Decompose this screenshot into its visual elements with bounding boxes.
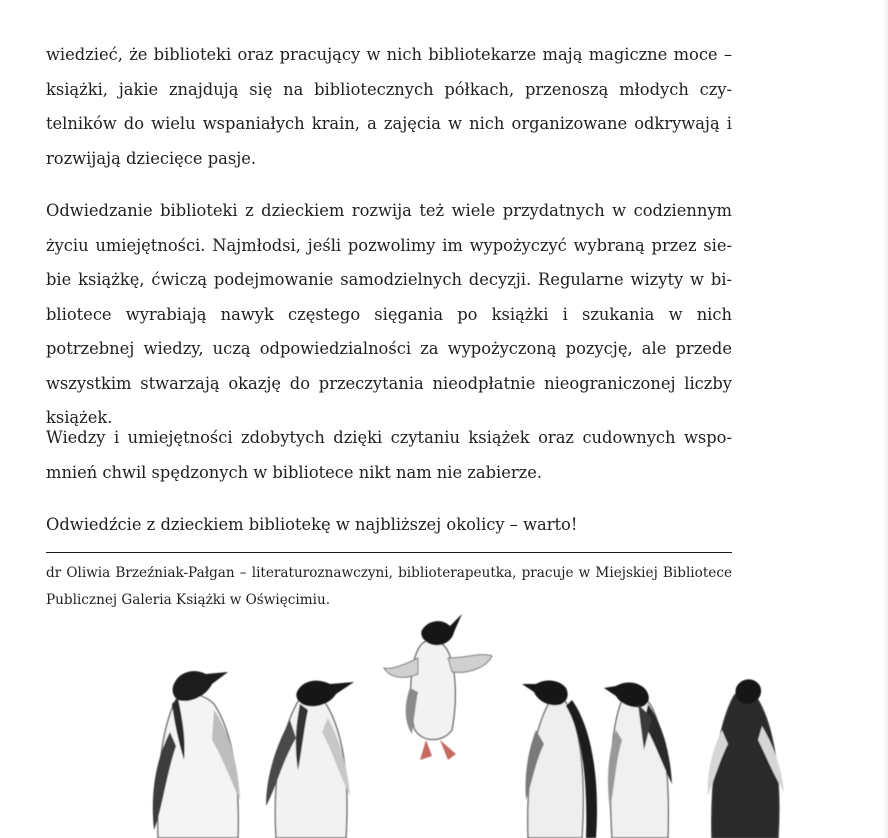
penguin-1 [153,671,240,838]
paragraph-4 [46,508,732,543]
penguin-3 [384,614,492,760]
paragraph-2-text: Odwiedzanie biblioteki z dzieckiem rozwija też wiele przydatnych w codziennym życiu umiejętności. Najmłodsi, jeśli pozwolimy im wypożyczyć wybraną przez siebie książkę, ćwiczą podejmowanie samodzielnych decyzji. Regularne wizyty w bibliotece wyrabiają nawyk częstego sięgania po książki i szukania w nich potrzebnej wiedzy, uczą odpowiedzialności za wypożyczoną pozycję, ale przede wszystkim stwarzają okazję do przeczytania nieodpłatnie nieograniczonej liczby książek. [46,201,732,427]
penguin-6 [708,679,784,838]
page-edge [882,0,888,838]
paragraph-1 [46,38,732,176]
penguin-4 [522,681,597,838]
paragraph-4-text: Odwiedźcie z dzieckiem bibliotekę w najbliższej okolicy – warto! [46,515,578,534]
paragraph-3 [46,421,732,490]
paragraph-1-text: wiedzieć, że biblioteki oraz pracujący w nich bibliotekarze mają magiczne moce – książki, jakie znajdują się na bibliotecznych półkach, przenoszą młodych czytelników do wielu wspaniałych krain, a zajęcia w nich organizowane odkrywają i rozwijają dziecięce pasje. [46,45,732,168]
penguin-2 [266,681,354,838]
paragraph-3-text: Wiedzy i umiejętności zdobytych dzięki czytaniu książek oraz cudownych wspomnień chwil spędzonych w bibliotece nikt nam nie zabierze. [46,428,732,482]
paragraph-2 [46,194,732,436]
penguins-illustration [0,600,888,838]
author-footnote: dr Oliwia Brzeźniak-Pałgan – literaturoznawczyni, biblioterapeutka, pracuje w Miejskiej Bibliotece Publicznej Galeria Książki w Oświęcimiu. [46,565,732,608]
penguin-5 [604,683,672,838]
footnote-divider [46,552,732,553]
